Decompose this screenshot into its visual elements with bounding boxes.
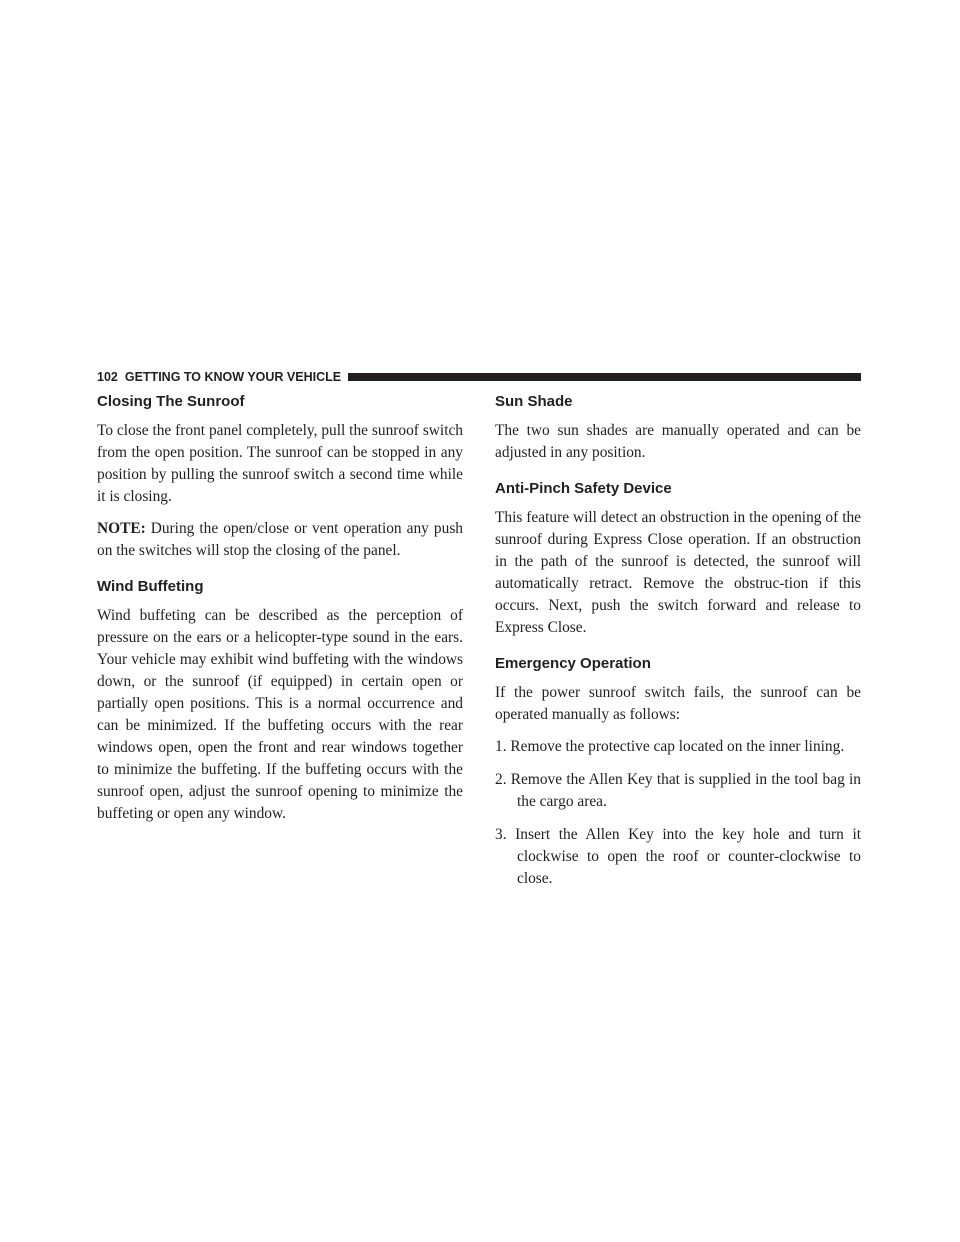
anti-pinch-heading: Anti-Pinch Safety Device <box>495 480 672 497</box>
wind-buffeting-paragraph: Wind buffeting can be described as the perception of pressure on the ears or a helicopter-type sound in the ears. Your vehicle may exhibit wind buffeting with the windows down, or the sunroof (if equipped) in certain open or partially open positions. This is a normal occurrence and can be minimized. If the buffeting occurs with the rear windows open, open the front and rear windows together to minimize the buffeting. If the buffeting occurs with the sunroof open, adjust the sunroof opening to minimize the buffeting or open any window. <box>97 607 463 822</box>
list-item: 2. Remove the Allen Key that is supplied in the tool bag in the cargo area. <box>495 771 861 810</box>
emergency-operation-paragraph: If the power sunroof switch fails, the sunroof can be operated manually as follows: <box>495 684 861 723</box>
sun-shade-paragraph: The two sun shades are manually operated and can be adjusted in any position. <box>495 422 861 461</box>
header-rule <box>348 373 861 381</box>
list-item: 3. Insert the Allen Key into the key hole and turn it clockwise to open the roof or counter-clockwise to close. <box>495 826 861 887</box>
list-item: 1. Remove the protective cap located on the inner lining. <box>495 738 845 755</box>
section-title: GETTING TO KNOW YOUR VEHICLE <box>124 370 342 384</box>
note-label: NOTE: <box>97 520 146 537</box>
page-header <box>97 369 861 385</box>
page-number: 102 <box>97 370 118 384</box>
note-paragraph <box>97 518 463 562</box>
sun-shade-heading: Sun Shade <box>495 393 573 410</box>
emergency-steps-list <box>495 736 861 890</box>
closing-sunroof-paragraph: To close the front panel completely, pull the sunroof switch from the open position. The sunroof can be stopped in any position by pulling the sunroof switch a second time while it is closing. <box>97 422 463 505</box>
wind-buffeting-heading: Wind Buffeting <box>97 578 204 595</box>
note-text: During the open/close or vent operation any push on the switches will stop the closing of the panel. <box>97 520 463 559</box>
emergency-operation-heading: Emergency Operation <box>495 655 651 672</box>
closing-sunroof-heading: Closing The Sunroof <box>97 393 245 410</box>
anti-pinch-paragraph: This feature will detect an obstruction in the opening of the sunroof during Express Close operation. If an obstruction in the path of the sunroof is detected, the sunroof will automatically retract. Remove the obstruc-tion if this occurs. Next, push the switch forward and release to Express Close. <box>495 509 861 636</box>
right-column <box>495 390 861 901</box>
left-column <box>97 390 463 825</box>
